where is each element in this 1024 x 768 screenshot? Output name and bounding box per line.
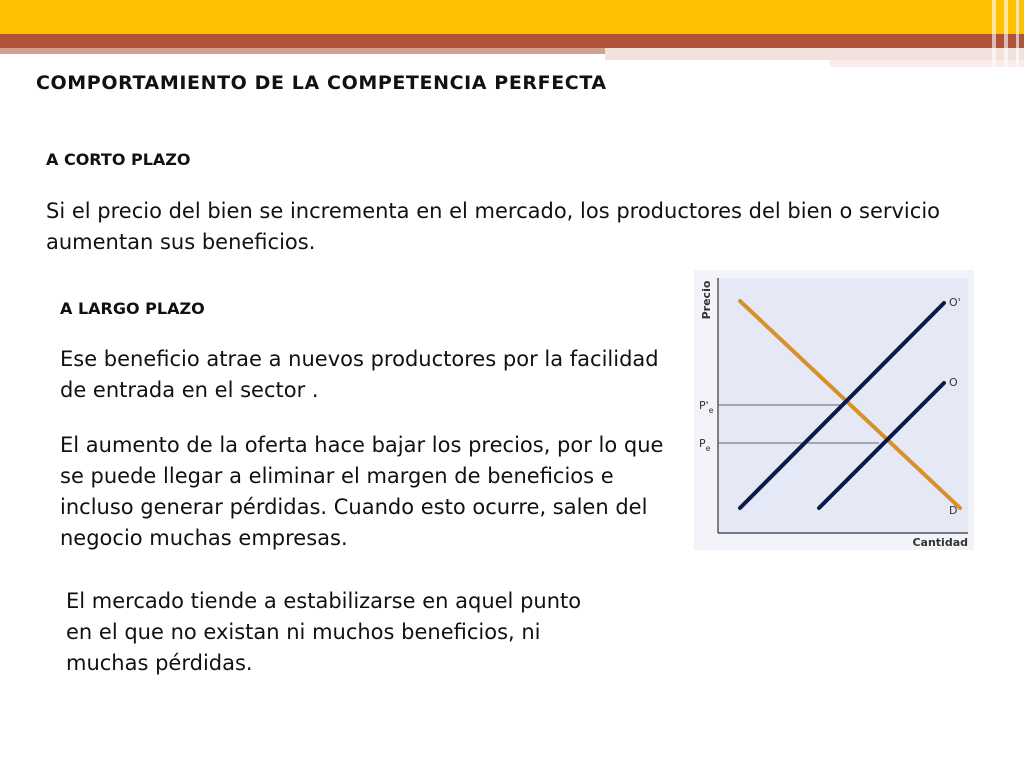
supply-new-label: O' (949, 296, 961, 309)
price-label: $P_e$ (699, 437, 711, 453)
x-axis-label: Cantidad (912, 536, 968, 549)
long-term-heading: A LARGO PLAZO (60, 299, 205, 318)
long-term-paragraph-3: El mercado tiende a estabilizarse en aquel punto en el que no existan ni muchos beneficios, ni muchas pérdidas. (66, 589, 582, 675)
header-band (0, 0, 1024, 70)
short-term-heading: A CORTO PLAZO (46, 150, 191, 169)
price-new-label: $P'_e$ (699, 399, 714, 415)
supply-demand-diagram (694, 270, 974, 550)
long-term-paragraph-2: El aumento de la oferta hace bajar los precios, por lo que se puede llegar a eliminar el margen de beneficios e incluso generar pérdidas. Cuando esto ocurre, salen del negocio muchas empresas. (60, 433, 664, 550)
y-axis-label: Precio (700, 280, 713, 320)
long-term-paragraph-1: Ese beneficio atrae a nuevos productores por la facilidad de entrada en el sector . (60, 347, 659, 402)
supply-label: O (949, 376, 958, 389)
short-term-text: Si el precio del bien se incrementa en el mercado, los productores del bien o servicio aumentan sus beneficios. (46, 199, 940, 254)
demand-label: D (949, 504, 958, 517)
slide-title: COMPORTAMIENTO DE LA COMPETENCIA PERFECTA (36, 72, 607, 94)
